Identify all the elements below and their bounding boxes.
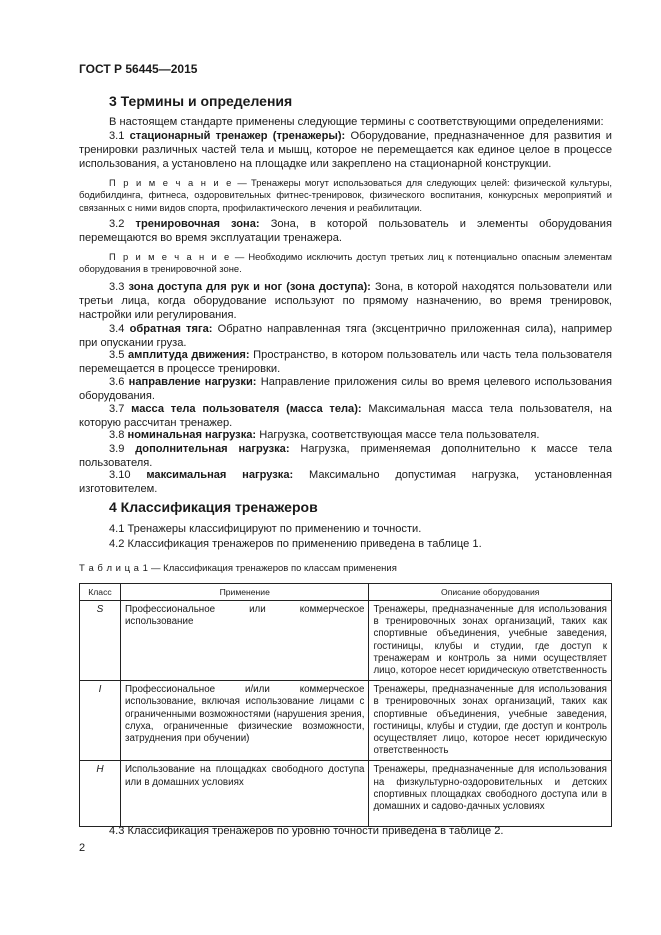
note-text: — Необходимо исключить доступ третьих лиц к потенциально опасным элементам оборудования в тренировочной зоне. [79,251,612,275]
term-number: 3.5 [109,349,125,361]
term-number: 3.9 [109,443,125,455]
section-3-title: 3 Термины и определения [109,93,293,109]
term-number: 3.4 [109,323,125,335]
table-caption-text: — Классификация тренажеров по классам применения [151,563,397,574]
term-number: 3.10 [109,469,131,481]
term-name: направление нагрузки: [128,376,257,388]
application-cell: Профессиональное и/или коммерческое использование, включая использование лицами с ограниченными возможностями (нарушения зрения, слуха, ограниченные физические возможности, затруднения при обучении) [120,681,369,761]
term-number: 3.3 [109,281,125,293]
document-header-id: ГОСТ Р 56445—2015 [79,62,198,76]
term-name: номинальная нагрузка: [127,429,257,441]
term-definition: Нагрузка, применяемая дополнительно к массе тела пользователя. [79,443,612,470]
description-cell: Тренажеры, предназначенные для использования в тренировочных зонах организаций, таких как спортивные объединения, учебные заведения, гостиницы, клубы и студии, где доступ к тренажерам и контроль за ними осуществляет лицо, которое несет юридическую ответственность [369,601,612,681]
note-text: — Тренажеры могут использоваться для следующих целей: физической культуры, бодибилдинга, фитнеса, оздоровительных фитнес-тренировок, физического воспитания, конкурсных мероприятий и связанных с ними видов спорта, профилактического лечения и реабилитации. [79,177,612,213]
column-header-application: Применение [120,584,369,601]
table-header-row [80,584,612,601]
term-number: 3.8 [109,429,125,441]
term-3-9 [79,442,612,470]
term-definition: Максимальная масса тела пользователя, на которую рассчитан тренажер. [79,403,612,430]
column-header-description: Описание оборудования [369,584,612,601]
term-number: 3.1 [109,130,125,142]
term-3-2 [79,217,612,245]
term-definition: Обратно направленная тяга (эксцентрично приложенная сила), например при опускании груза. [79,323,612,350]
term-3-6 [79,375,612,403]
term-definition: Пространство, в котором пользователь или часть тела пользователя перемещается в процессе тренировки. [79,349,612,376]
term-3-5 [79,348,612,376]
term-number: 3.2 [109,218,125,230]
term-name: тренировочная зона: [135,218,260,230]
term-definition: Оборудование, предназначенное для развития и тренировки различных частей тела и мышц, которое не перемещается как единое целое в процессе использования, а установлено на площадке или закреплено на стационарной конструкции. [79,130,612,171]
note-label: П р и м е ч а н и е [109,251,231,262]
table-caption-label: Т а б л и ц а 1 [79,563,149,574]
section-3-intro: В настоящем стандарте применены следующие термины с соответствующими определениями: [109,116,604,128]
table-row [80,681,612,761]
class-cell: S [80,601,121,681]
application-cell: Профессиональное или коммерческое использование [120,601,369,681]
term-definition: Зона, в которой находятся пользователи или третьи лица, когда оборудование используют по прямому назначению, во время тренировок, настройки или регулирования. [79,281,612,322]
term-name: максимальная нагрузка: [146,469,294,481]
class-cell: H [80,761,121,827]
paragraph-4-3: 4.3 Классификация тренажеров по уровню точности приведена в таблице 2. [109,825,504,837]
table-row [80,601,612,681]
description-cell: Тренажеры, предназначенные для использования в тренировочных зонах организаций, таких как спортивные объединения, учебные заведения, гостиницы, клубы и студии, где доступ и контроль осуществляет лицо, которое несет юридическую ответственность [369,681,612,761]
term-3-8 [79,428,612,442]
classification-table [79,583,612,827]
paragraph-4-2: 4.2 Классификация тренажеров по применению приведена в таблице 1. [109,538,482,550]
term-3-4 [79,322,612,350]
note-1 [79,177,612,214]
term-definition: Максимально допустимая нагрузка, установленная изготовителем. [79,469,612,496]
application-cell: Использование на площадках свободного доступа или в домашних условиях [120,761,369,827]
term-definition: Нагрузка, соответствующая массе тела пользователя. [259,429,540,441]
table-row [80,761,612,827]
term-name: стационарный тренажер (тренажеры): [129,130,346,142]
description-cell: Тренажеры, предназначенные для использования на физкультурно-оздоровительных и детских спортивных площадках свободного доступа или в домашних и садово-дачных условиях [369,761,612,827]
note-label: П р и м е ч а н и е [109,177,233,188]
section-4-title: 4 Классификация тренажеров [109,499,318,515]
term-3-10 [79,468,612,496]
term-name: амплитуда движения: [128,349,250,361]
page-number: 2 [79,842,86,854]
term-3-1 [79,129,612,172]
note-2 [79,251,612,276]
term-3-7 [79,402,612,430]
column-header-class: Класс [80,584,121,601]
class-cell: I [80,681,121,761]
term-definition: Направление приложения силы во время целевого использования оборудования. [79,376,612,403]
term-name: дополнительная нагрузка: [135,443,290,455]
term-definition: Зона, в которой пользователь и элементы оборудования перемещаются во время эксплуатации тренажера. [79,218,612,245]
paragraph-4-1: 4.1 Тренажеры классифицируют по применению и точности. [109,523,422,535]
term-number: 3.6 [109,376,125,388]
table-1-caption [79,563,397,574]
term-name: обратная тяга: [129,323,213,335]
term-name: зона доступа для рук и ног (зона доступа): [128,281,371,293]
term-name: масса тела пользователя (масса тела): [131,403,362,415]
term-3-3 [79,280,612,323]
term-number: 3.7 [109,403,125,415]
